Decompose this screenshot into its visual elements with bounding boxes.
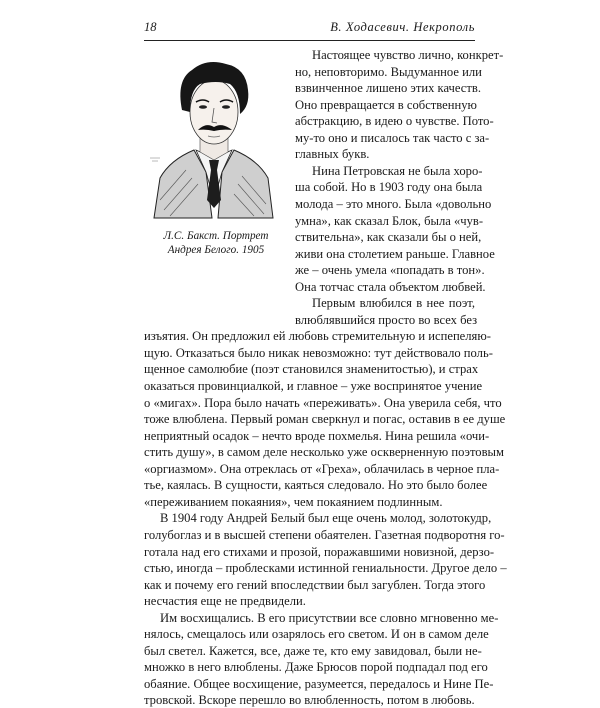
text-line: Оно превращается в собственную	[295, 97, 477, 112]
text-line: несчастия еще не предвидели.	[144, 594, 306, 609]
portrait-figure	[146, 50, 281, 222]
face	[190, 80, 238, 144]
text-line: как и почему его гений впоследствии был загублен. Тогда этого	[144, 577, 486, 592]
text-line: В 1904 году Андрей Белый был еще очень молод, золотокудр,	[160, 511, 492, 526]
text-line: живи она столетием раньше. Главное	[295, 246, 495, 261]
text-line: «переживанием покаяния», чем покаянием подлинным.	[144, 494, 443, 509]
text-line: Она тотчас стала объектом любвей.	[295, 279, 486, 294]
text-line: нялось, смещалось или озарялось его светом. И он в самом деле	[144, 627, 489, 642]
text-line: молода – это много. Была «довольно	[295, 196, 492, 211]
left-eye	[199, 105, 207, 109]
text-line: голубоглаз и в высшей степени обаятелен. Газетная подворотня го-	[144, 527, 505, 542]
text-line: влюблявшийся просто во всех без	[295, 312, 478, 327]
text-line: оказаться провинциалкой, и главное – уже воспринятое учение	[144, 379, 483, 393]
text-line: Нина Петровская не была хоро-	[312, 163, 483, 178]
text-line: неприятный осадок – нечто вроде похмелья. Нина решила «очи-	[144, 428, 490, 443]
text-line: тье, каялась. В сущности, каяться следовало. Но это было более	[144, 478, 488, 493]
portrait-drawing	[146, 50, 281, 222]
text-line: Им восхищались. В его присутствии все словно мгновенно ме-	[160, 610, 499, 625]
running-title: В. Ходасевич. Некрополь	[330, 20, 475, 34]
text-line: стью, иногда – проблесками истинной гениальности. Другое дело –	[144, 561, 507, 576]
text-line: тровской. Вскоре перешло во влюбленность, потом в любовь.	[144, 693, 475, 708]
text-line: был светел. Кажется, все, даже те, кто ему завидовал, были не-	[144, 643, 482, 658]
right-eye	[222, 105, 230, 109]
text-line: тоже влюблена. Первый роман сверкнул и погас, оставив в ее душе	[144, 412, 506, 427]
text-line: Первым влюбился в нее поэт,	[312, 296, 475, 311]
text-line: щую. Отказаться было никак невозможно: тут действовало поль-	[144, 345, 493, 360]
text-line: ша собой. Но в 1903 году она была	[295, 180, 483, 195]
text-line: абстракцию, в идею о чувстве. Пото-	[295, 114, 494, 129]
text-line: взвинченное лишено этих качеств.	[295, 81, 481, 96]
artist-signature-mark	[150, 158, 160, 161]
caption-line-1: Л.С. Бакст. Портрет	[163, 230, 269, 242]
text-line: Настоящее чувство лично, конкрет-	[312, 48, 504, 62]
text-line: главных букв.	[295, 147, 370, 162]
text-line: о «мигах». Пора было начать «переживать». Она уверила себя, что	[144, 395, 502, 410]
text-line: щенное самолюбие (поэт становился знаменитостью), и страх	[144, 362, 479, 377]
text-line: готала над его стихами и прозой, поражавшими новизной, дерзо-	[144, 544, 495, 559]
text-line: но, неповторимо. Выдуманное или	[295, 64, 482, 79]
header-rule	[144, 40, 475, 41]
page-number: 18	[144, 20, 157, 34]
running-head	[144, 18, 475, 38]
text-line: множко в него влюблены. Даже Брюсов порой подпадал под его	[144, 660, 488, 675]
text-line: стить душу», в самом деле несколько уже оскверненную поэтовым	[144, 445, 504, 460]
text-line: ствительна», как сказали бы о ней,	[295, 230, 482, 245]
text-line: «оргиазмом». Она отреклась от «Греха», облачилась в черное пла-	[144, 461, 500, 476]
figure-caption	[142, 229, 290, 257]
text-line: умна», как сказал Блок, была «чув-	[295, 213, 484, 228]
text-line: обаяние. Общее восхищение, разумеется, передалось и Нине Пе-	[144, 676, 494, 691]
text-line: изъятия. Он предложил ей любовь стремительную и испепеляю-	[144, 329, 491, 344]
caption-line-2: Андрея Белого. 1905	[167, 244, 265, 256]
text-line: же – очень умела «попадать в тон».	[295, 263, 485, 278]
text-line: му-то оно и писалось так часто с за-	[295, 130, 490, 145]
